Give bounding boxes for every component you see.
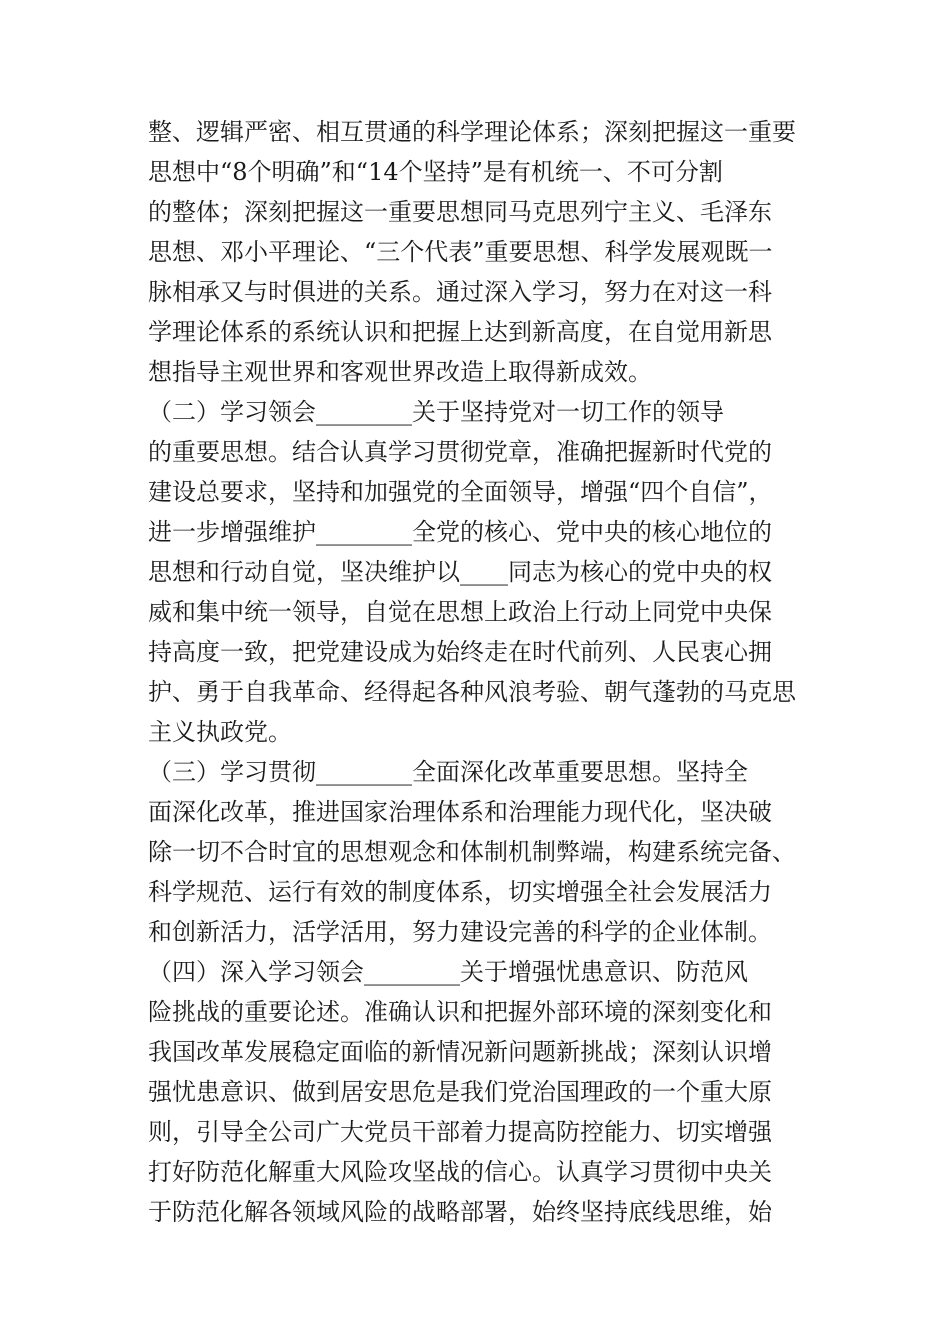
- text-line: 除一切不合时宜的思想观念和体制机制弊端，构建系统完备、: [148, 838, 796, 866]
- text-line: 持高度一致，把党建设成为始终走在时代前列、人民衷心拥: [148, 638, 772, 666]
- text-line: 脉相承又与时俱进的关系。通过深入学习，努力在对这一科: [148, 278, 772, 306]
- text-line: 思想和行动自觉，坚决维护以____同志为核心的党中央的权: [148, 558, 772, 586]
- text-line: （二）学习领会________关于坚持党对一切工作的领导: [148, 398, 724, 426]
- text-line: 则，引导全公司广大党员干部着力提高防控能力、切实增强: [148, 1118, 772, 1146]
- text-line: 思想、邓小平理论、“三个代表”重要思想、科学发展观既一: [148, 238, 773, 266]
- text-line: （四）深入学习领会________关于增强忧患意识、防范风: [148, 958, 748, 986]
- text-line: 建设总要求，坚持和加强党的全面领导，增强“四个自信”，: [148, 478, 773, 506]
- document-body: [148, 112, 808, 1232]
- text-line: 思想中“8个明确”和“14个坚持”是有机统一、不可分割: [148, 158, 723, 186]
- text-line: 整、逻辑严密、相互贯通的科学理论体系；深刻把握这一重要: [148, 118, 796, 146]
- text-line: 进一步增强维护________全党的核心、党中央的核心地位的: [148, 518, 772, 546]
- text-line: 护、勇于自我革命、经得起各种风浪考验、朝气蓬勃的马克思: [148, 678, 796, 706]
- text-line: 威和集中统一领导，自觉在思想上政治上行动上同党中央保: [148, 598, 772, 626]
- text-line: 打好防范化解重大风险攻坚战的信心。认真学习贯彻中央关: [148, 1158, 772, 1186]
- text-line: 想指导主观世界和客观世界改造上取得新成效。: [148, 358, 652, 386]
- text-line: 我国改革发展稳定面临的新情况新问题新挑战；深刻认识增: [148, 1038, 772, 1066]
- text-line: 面深化改革，推进国家治理体系和治理能力现代化，坚决破: [148, 798, 772, 826]
- text-line: （三）学习贯彻________全面深化改革重要思想。坚持全: [148, 758, 748, 786]
- text-line: 科学规范、运行有效的制度体系，切实增强全社会发展活力: [148, 878, 772, 906]
- text-line: 的整体；深刻把握这一重要思想同马克思列宁主义、毛泽东: [148, 198, 772, 226]
- text-line: 的重要思想。结合认真学习贯彻党章，准确把握新时代党的: [148, 438, 772, 466]
- text-line: 学理论体系的系统认识和把握上达到新高度，在自觉用新思: [148, 318, 772, 346]
- text-line: 主义执政党。: [148, 718, 292, 746]
- text-line: 于防范化解各领域风险的战略部署，始终坚持底线思维，始: [148, 1198, 772, 1226]
- text-line: 险挑战的重要论述。准确认识和把握外部环境的深刻变化和: [148, 998, 772, 1026]
- text-line: 和创新活力，活学活用，努力建设完善的科学的企业体制。: [148, 918, 772, 946]
- text-line: 强忧患意识、做到居安思危是我们党治国理政的一个重大原: [148, 1078, 772, 1106]
